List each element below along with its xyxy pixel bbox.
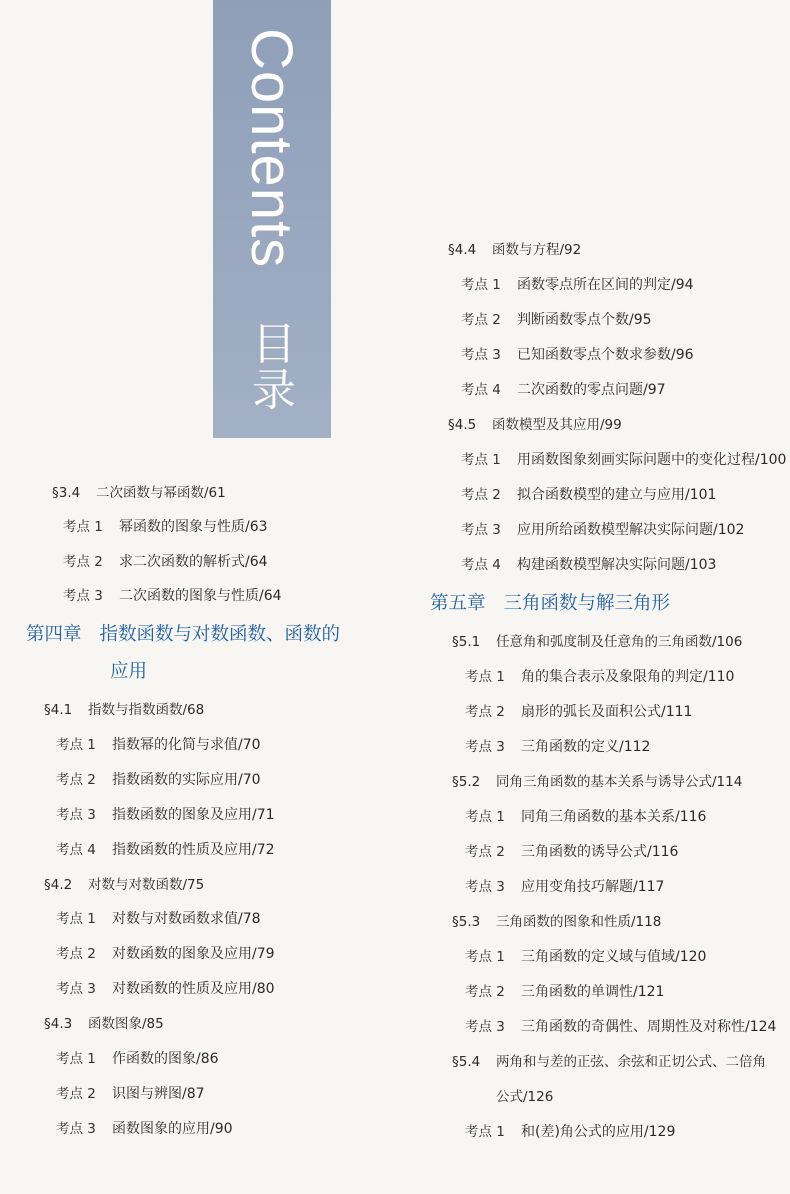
- kaodian-label: 考点 1: [56, 737, 96, 753]
- kaodian-label: 考点 1: [465, 669, 505, 685]
- kaodian-label: 考点 1: [465, 1124, 505, 1140]
- contents-title: Contents: [239, 28, 304, 269]
- kaodian-label: 考点 2: [465, 844, 505, 860]
- kaodian-text: 函数零点所在区间的判定/94: [517, 277, 694, 293]
- kaodian-text: 拟合函数模型的建立与应用/101: [517, 487, 717, 503]
- kaodian-item[interactable]: [461, 343, 694, 364]
- section-5-4-title-cont: 公式/126: [496, 1089, 554, 1105]
- kaodian-text: 三角函数的定义域与值域/120: [521, 949, 707, 965]
- section-number: §4.4: [448, 242, 477, 258]
- kaodian-item[interactable]: [63, 515, 268, 536]
- kaodian-label: 考点 2: [465, 704, 505, 720]
- chapter-5-heading[interactable]: [430, 589, 670, 615]
- section-title: 二次函数与幂函数/61: [96, 485, 226, 501]
- kaodian-label: 考点 4: [461, 557, 501, 573]
- section-number: §4.5: [448, 417, 477, 433]
- section-5-2[interactable]: [452, 770, 742, 790]
- kaodian-item[interactable]: [56, 803, 275, 824]
- kaodian-label: 考点 4: [461, 382, 501, 398]
- kaodian-item[interactable]: [56, 1047, 219, 1068]
- kaodian-text: 角的集合表示及象限角的判定/110: [521, 669, 735, 685]
- kaodian-label: 考点 1: [465, 949, 505, 965]
- chapter-4-heading[interactable]: [26, 620, 340, 646]
- chapter-4-heading-cont: 应用: [110, 661, 148, 682]
- kaodian-text: 幂函数的图象与性质/63: [119, 519, 268, 535]
- kaodian-label: 考点 1: [56, 911, 96, 927]
- kaodian-text: 同角三角函数的基本关系/116: [521, 809, 707, 825]
- section-title: 两角和与差的正弦、余弦和正切公式、二倍角: [496, 1054, 766, 1070]
- kaodian-text: 作函数的图象/86: [112, 1051, 219, 1067]
- kaodian-text: 二次函数的零点问题/97: [517, 382, 666, 398]
- kaodian-text: 已知函数零点个数求参数/96: [517, 347, 694, 363]
- section-number: §5.3: [452, 914, 481, 930]
- kaodian-text: 和(差)角公式的应用/129: [521, 1124, 676, 1140]
- kaodian-label: 考点 2: [56, 946, 96, 962]
- kaodian-text: 指数函数的性质及应用/72: [112, 842, 275, 858]
- kaodian-label: 考点 3: [56, 981, 96, 997]
- kaodian-label: 考点 1: [461, 277, 501, 293]
- section-title: 函数图象/85: [88, 1016, 164, 1032]
- section-title: 对数与对数函数/75: [88, 877, 205, 893]
- section-title: 三角函数的图象和性质/118: [496, 914, 662, 930]
- kaodian-item[interactable]: [461, 553, 716, 574]
- kaodian-text: 识图与辨图/87: [112, 1086, 205, 1102]
- kaodian-item[interactable]: [56, 768, 261, 789]
- kaodian-label: 考点 2: [461, 312, 501, 328]
- kaodian-label: 考点 1: [461, 452, 501, 468]
- kaodian-text: 三角函数的奇偶性、周期性及对称性/124: [521, 1019, 777, 1035]
- section-3-4[interactable]: [52, 481, 226, 501]
- kaodian-item[interactable]: [465, 805, 706, 826]
- kaodian-label: 考点 2: [63, 554, 103, 570]
- kaodian-item[interactable]: [465, 735, 650, 756]
- section-number: §4.3: [44, 1016, 73, 1032]
- kaodian-label: 考点 2: [465, 984, 505, 1000]
- kaodian-item[interactable]: [465, 945, 706, 966]
- kaodian-item[interactable]: [465, 980, 664, 1001]
- kaodian-item[interactable]: [63, 550, 268, 571]
- kaodian-text: 扇形的弧长及面积公式/111: [521, 704, 693, 720]
- kaodian-text: 应用变角技巧解题/117: [521, 879, 665, 895]
- kaodian-text: 用函数图象刻画实际问题中的变化过程/100: [517, 452, 787, 468]
- kaodian-item[interactable]: [465, 875, 664, 896]
- kaodian-label: 考点 3: [461, 347, 501, 363]
- kaodian-text: 函数图象的应用/90: [112, 1121, 233, 1137]
- kaodian-label: 考点 3: [465, 1019, 505, 1035]
- kaodian-item[interactable]: [56, 907, 261, 928]
- kaodian-label: 考点 3: [56, 1121, 96, 1137]
- kaodian-item[interactable]: [461, 448, 786, 469]
- kaodian-label: 考点 3: [465, 739, 505, 755]
- kaodian-text: 三角函数的诱导公式/116: [521, 844, 679, 860]
- kaodian-label: 考点 3: [465, 879, 505, 895]
- kaodian-item[interactable]: [461, 518, 744, 539]
- contents-title-cn: 目录: [252, 319, 296, 416]
- kaodian-label: 考点 1: [63, 519, 103, 535]
- section-4-5[interactable]: [448, 413, 622, 433]
- section-4-4[interactable]: [448, 238, 581, 258]
- section-number: §4.2: [44, 877, 73, 893]
- kaodian-item[interactable]: [56, 838, 275, 859]
- section-title: 任意角和弧度制及任意角的三角函数/106: [496, 634, 743, 650]
- kaodian-text: 二次函数的图象与性质/64: [119, 588, 282, 604]
- section-title: 函数与方程/92: [492, 242, 582, 258]
- kaodian-text: 判断函数零点个数/95: [517, 312, 652, 328]
- section-title: 同角三角函数的基本关系与诱导公式/114: [496, 774, 743, 790]
- kaodian-label: 考点 2: [56, 772, 96, 788]
- section-4-1[interactable]: [44, 698, 204, 718]
- kaodian-item[interactable]: [461, 378, 666, 399]
- kaodian-label: 考点 4: [56, 842, 96, 858]
- kaodian-item[interactable]: [465, 1120, 675, 1141]
- kaodian-text: 应用所给函数模型解决实际问题/102: [517, 522, 745, 538]
- kaodian-item[interactable]: [56, 1117, 233, 1138]
- section-number: §5.4: [452, 1054, 481, 1070]
- kaodian-item[interactable]: [56, 733, 261, 754]
- section-5-4[interactable]: [452, 1050, 766, 1070]
- kaodian-text: 三角函数的定义/112: [521, 739, 651, 755]
- kaodian-label: 考点 3: [56, 807, 96, 823]
- kaodian-item[interactable]: [461, 483, 716, 504]
- section-title: 函数模型及其应用/99: [492, 417, 622, 433]
- kaodian-text: 求二次函数的解析式/64: [119, 554, 268, 570]
- kaodian-item[interactable]: [63, 584, 282, 605]
- kaodian-item[interactable]: [56, 942, 275, 963]
- section-number: §4.1: [44, 702, 73, 718]
- kaodian-label: 考点 1: [465, 809, 505, 825]
- kaodian-label: 考点 2: [461, 487, 501, 503]
- section-4-3[interactable]: [44, 1012, 164, 1032]
- kaodian-item[interactable]: [465, 700, 692, 721]
- section-number: §5.1: [452, 634, 481, 650]
- kaodian-label: 考点 3: [63, 588, 103, 604]
- chapter-number: 第五章: [430, 593, 486, 614]
- kaodian-item[interactable]: [461, 273, 694, 294]
- kaodian-text: 指数函数的实际应用/70: [112, 772, 261, 788]
- kaodian-text: 构建函数模型解决实际问题/103: [517, 557, 717, 573]
- kaodian-text: 指数幂的化简与求值/70: [112, 737, 261, 753]
- kaodian-text: 指数函数的图象及应用/71: [112, 807, 275, 823]
- kaodian-item[interactable]: [56, 1082, 205, 1103]
- section-title: 指数与指数函数/68: [88, 702, 205, 718]
- kaodian-text: 三角函数的单调性/121: [521, 984, 665, 1000]
- kaodian-item[interactable]: [56, 977, 275, 998]
- kaodian-item[interactable]: [465, 665, 734, 686]
- kaodian-label: 考点 3: [461, 522, 501, 538]
- kaodian-text: 对数函数的图象及应用/79: [112, 946, 275, 962]
- chapter-number: 第四章: [26, 624, 82, 645]
- kaodian-label: 考点 2: [56, 1086, 96, 1102]
- section-5-1[interactable]: [452, 630, 742, 650]
- section-number: §3.4: [52, 485, 81, 501]
- section-5-3[interactable]: [452, 910, 661, 930]
- section-number: §5.2: [452, 774, 481, 790]
- section-4-2[interactable]: [44, 873, 204, 893]
- chapter-title: 指数函数与对数函数、函数的: [99, 624, 341, 645]
- kaodian-item[interactable]: [461, 308, 652, 329]
- kaodian-item[interactable]: [465, 1015, 776, 1036]
- kaodian-text: 对数函数的性质及应用/80: [112, 981, 275, 997]
- kaodian-label: 考点 1: [56, 1051, 96, 1067]
- kaodian-text: 对数与对数函数求值/78: [112, 911, 261, 927]
- chapter-title: 三角函数与解三角形: [503, 593, 671, 614]
- kaodian-item[interactable]: [465, 840, 678, 861]
